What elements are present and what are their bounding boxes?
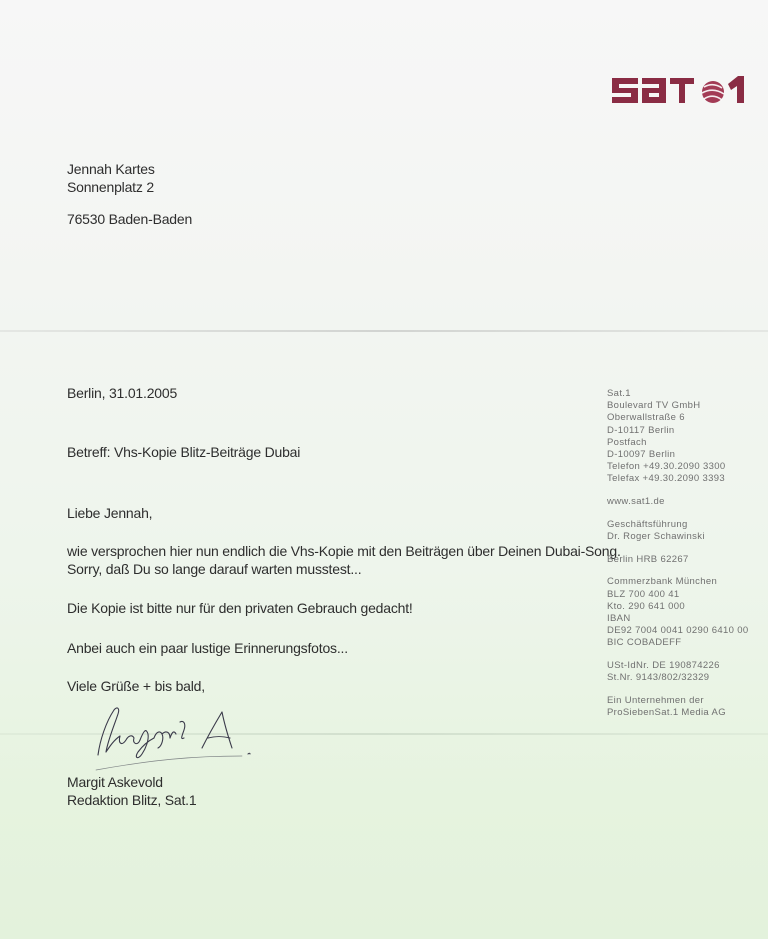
body-paragraph: Die Kopie ist bitte nur für den privaten Gebrauch gedacht! [67,600,413,616]
info-line: St.Nr. 9143/802/32329 [607,672,710,684]
info-line: IBAN [607,613,631,625]
company-info-sidebar [607,388,768,730]
info-line: Dr. Roger Schawinski [607,531,705,543]
handwritten-signature [92,700,282,772]
company-group [607,695,768,719]
info-line: Boulevard TV GmbH [607,400,701,412]
info-line: D-10117 Berlin [607,424,675,436]
recipient-street: Sonnenplatz 2 [67,179,154,195]
company-bank [607,576,768,649]
body-line: wie versprochen hier nun endlich die Vhs-Kopie mit den Beiträgen über Deinen Dubai-Song. [67,543,621,559]
company-management [607,519,768,543]
recipient-name: Jennah Kartes [67,161,155,177]
info-line: Ein Unternehmen der [607,695,704,707]
company-tax [607,660,768,684]
body-paragraph [67,542,621,578]
recipient-address [67,160,192,228]
recipient-city: 76530 Baden-Baden [67,211,193,227]
info-line: Postfach [607,436,647,448]
info-line: Telefon +49.30.2090 3300 [607,461,726,473]
info-line: Geschäftsführung [607,518,688,530]
sat1-logo [610,70,760,110]
info-line: Oberwallstraße 6 [607,412,685,424]
closing-line: Viele Grüße + bis bald, [67,678,205,694]
subject-line: Betreff: Vhs-Kopie Blitz-Beiträge Dubai [67,444,301,460]
company-website [607,496,768,508]
salutation: Liebe Jennah, [67,505,153,521]
paper-fold-line [0,330,768,332]
info-line: DE92 7004 0041 0290 6410 00 [607,625,749,637]
sender-name: Margit Askevold [67,774,163,790]
sender-block [67,773,196,809]
body-paragraph: Anbei auch ein paar lustige Erinnerungsfotos... [67,640,348,656]
info-line: Telefax +49.30.2090 3393 [607,473,726,485]
date-line: Berlin, 31.01.2005 [67,385,178,401]
info-line: ProSiebenSat.1 Media AG [607,707,726,719]
info-line: Berlin HRB 62267 [607,553,689,565]
website-url: www.sat1.de [607,496,665,508]
info-line: USt-IdNr. DE 190874226 [607,660,720,672]
company-register [607,554,768,566]
info-line: Sat.1 [607,388,631,399]
company-address [607,388,768,486]
info-line: Commerzbank München [607,576,718,588]
info-line: Kto. 290 641 000 [607,600,685,612]
info-line: BIC COBADEFF [607,637,682,649]
body-line: Sorry, daß Du so lange darauf warten musstest... [67,561,362,577]
info-line: BLZ 700 400 41 [607,588,680,600]
info-line: D-10097 Berlin [607,449,676,461]
sender-department: Redaktion Blitz, Sat.1 [67,792,197,808]
